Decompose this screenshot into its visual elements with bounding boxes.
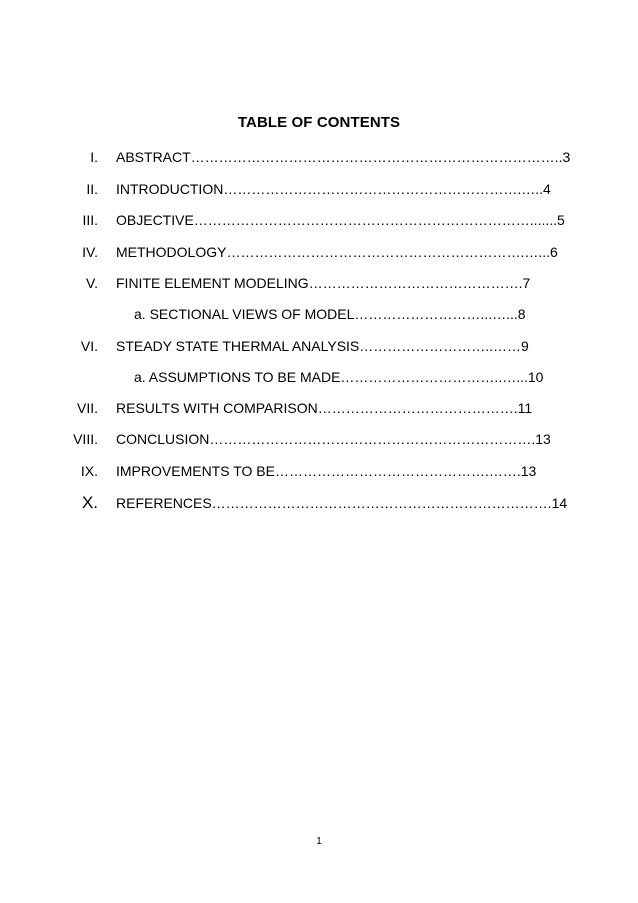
- toc-entry-text: a. SECTIONAL VIEWS OF MODEL………………………...…...8: [134, 306, 526, 322]
- toc-entry-text: a. ASSUMPTIONS TO BE MADE……………………………..…...10: [134, 369, 544, 385]
- toc-entry-text: ABSTRACT……………………………………………………………………..3: [116, 149, 571, 165]
- toc-numeral: IV.: [82, 244, 98, 260]
- toc-numeral: VI.: [80, 338, 98, 354]
- toc-numeral: V.: [86, 275, 98, 291]
- toc-numeral: X.: [81, 493, 98, 512]
- toc-entry-text: OBJECTIVE……………………………………………………………….......5: [116, 212, 565, 228]
- toc-entry-text: INTRODUCTION……………………………………………………….…..4: [116, 181, 551, 197]
- toc-numeral: VIII.: [73, 431, 98, 447]
- toc-numeral: VII.: [76, 400, 98, 416]
- toc-entry-text: IMPROVEMENTS TO BE……………………………………….…….13: [116, 463, 537, 479]
- toc-entry-text: METHODOLOGY……………………………………………………….…...6: [116, 244, 558, 260]
- toc-numeral: II.: [86, 181, 98, 197]
- toc-numeral: III.: [82, 212, 98, 228]
- toc-entry-text: RESULTS WITH COMPARISON…………………………………….11: [116, 400, 533, 416]
- toc-entry-text: STEADY STATE THERMAL ANALYSIS………………………..……9: [116, 338, 529, 354]
- toc-numeral: I.: [90, 149, 98, 165]
- toc-entry-text: FINITE ELEMENT MODELING……………………………………….7: [116, 275, 531, 291]
- toc-numeral: IX.: [80, 463, 98, 479]
- toc-entry-text: CONCLUSION…………………………………………………………….13: [116, 431, 551, 447]
- page-number: 1: [316, 836, 322, 847]
- page-title: TABLE OF CONTENTS: [237, 114, 401, 131]
- toc-entry-text: REFERENCES……………………………………………………………….14: [116, 495, 568, 511]
